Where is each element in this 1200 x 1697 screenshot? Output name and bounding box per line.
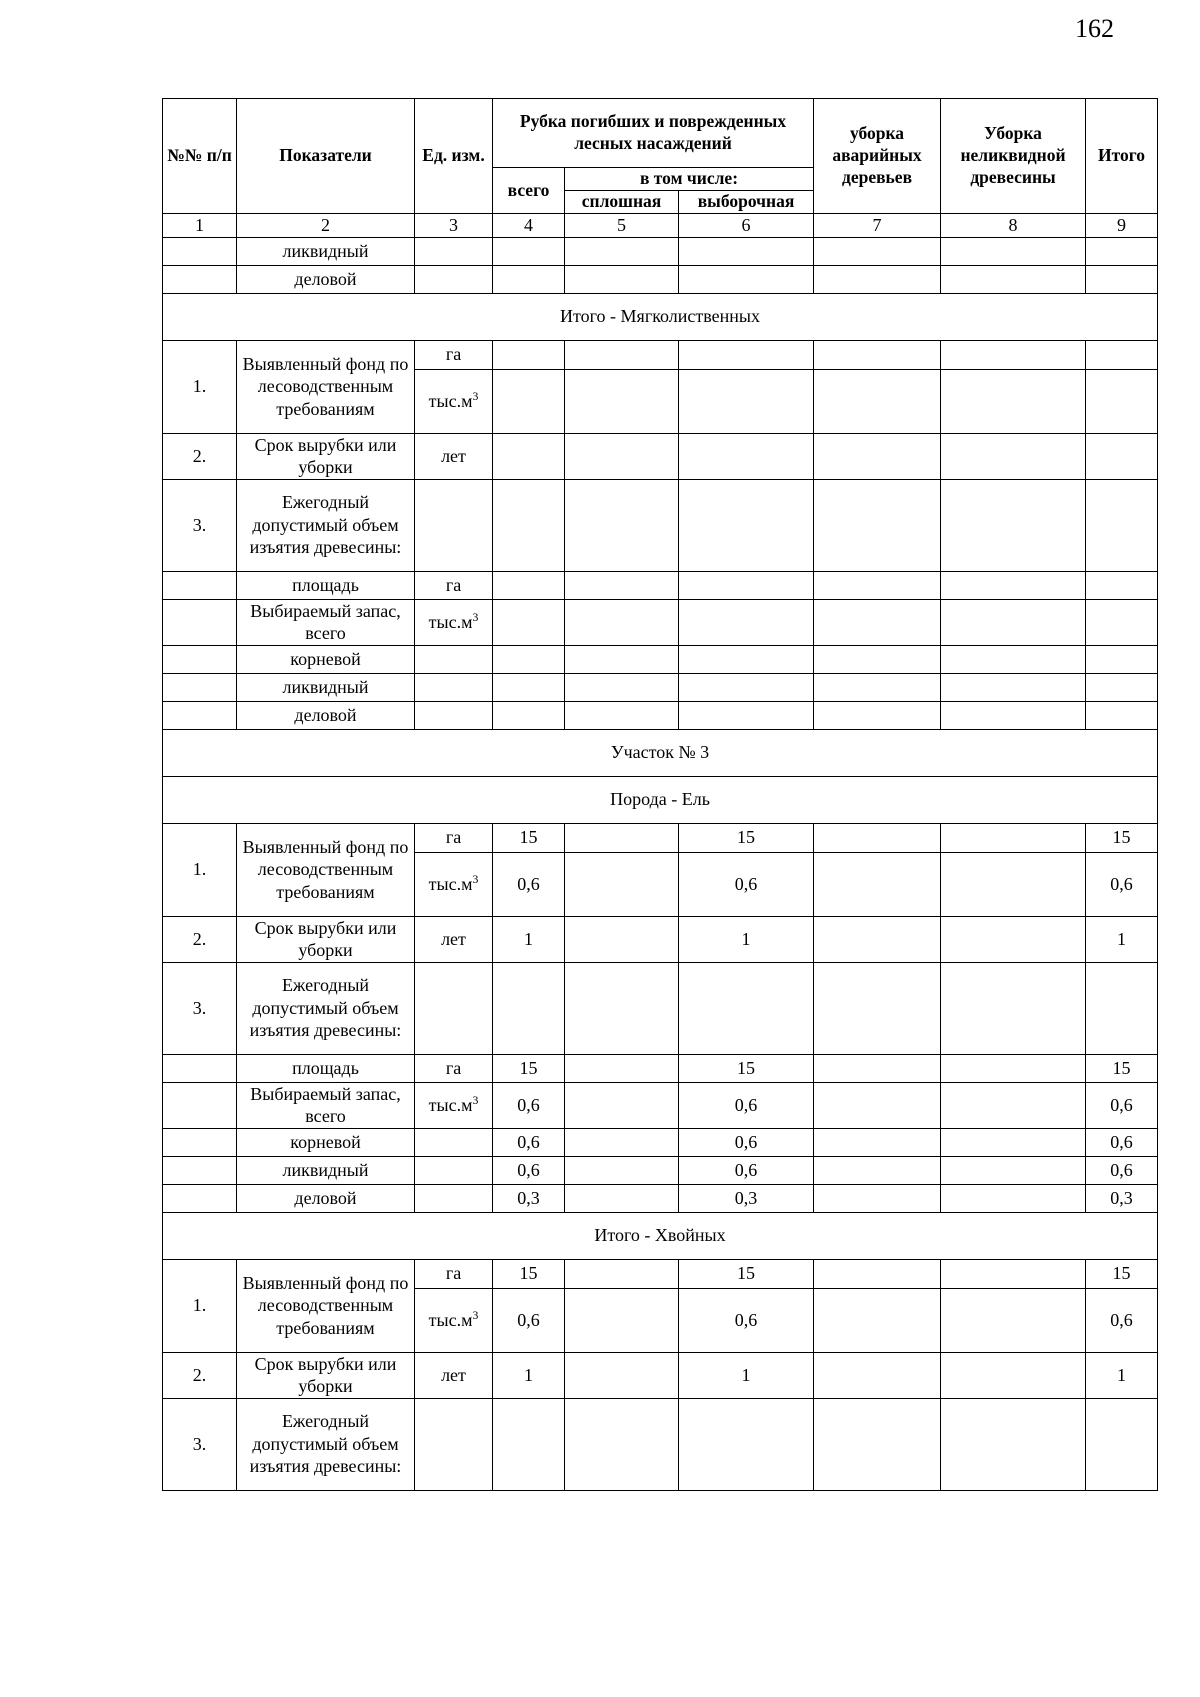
header-num: №№ п/п (163, 99, 237, 214)
row-number: 2. (163, 1352, 237, 1398)
header-emergency: уборка аварийных деревьев (814, 99, 941, 214)
section-row (163, 776, 1158, 823)
header-unit: Ед. изм. (415, 99, 493, 214)
table-row (163, 1054, 1158, 1082)
table-row (163, 701, 1158, 729)
value-cell: 15 (493, 823, 565, 852)
row-label: Срок вырубки или уборки (237, 1352, 415, 1398)
section-soft-total: Итого - Мягколиственных (163, 293, 1158, 340)
table-row (163, 673, 1158, 701)
row-number: 2. (163, 916, 237, 962)
value-cell: 0,6 (493, 852, 565, 916)
table-row (163, 1156, 1158, 1184)
section-row (163, 293, 1158, 340)
col-number: 9 (1086, 214, 1158, 238)
table-row (163, 1352, 1158, 1398)
value-cell: 1 (1086, 916, 1158, 962)
value-cell: 0,6 (493, 1128, 565, 1156)
section-spruce: Порода - Ель (163, 776, 1158, 823)
value-cell: 0,6 (1086, 1156, 1158, 1184)
table-row (163, 1259, 1158, 1288)
value-cell: 0,6 (1086, 1288, 1158, 1352)
row-number: 2. (163, 433, 237, 479)
table-row (163, 823, 1158, 852)
table-row (163, 571, 1158, 599)
table-row (163, 265, 1158, 293)
page-number: 162 (1075, 14, 1114, 43)
row-label: ликвидный (237, 237, 415, 265)
value-cell: 0,6 (493, 1288, 565, 1352)
unit-cell: $тыс.м^3$ (415, 369, 493, 433)
header-illiquid: Уборка неликвидной древесины (941, 99, 1086, 214)
row-label: корневой (237, 645, 415, 673)
unit-cell: га (415, 1259, 493, 1288)
col-number: 2 (237, 214, 415, 238)
value-cell: 0,6 (679, 1288, 814, 1352)
value-cell: 1 (679, 916, 814, 962)
row-number: 3. (163, 1398, 237, 1490)
row-label: Ежегодный допустимый объем изъятия древесины: (237, 1398, 415, 1490)
row-number: 1. (163, 340, 237, 433)
value-cell: 15 (679, 1054, 814, 1082)
section-row (163, 1212, 1158, 1259)
value-cell: 15 (679, 1259, 814, 1288)
row-label: Ежегодный допустимый объем изъятия древесины: (237, 962, 415, 1054)
col-number: 5 (565, 214, 679, 238)
value-cell: 15 (1086, 1259, 1158, 1288)
row-label: Срок вырубки или уборки (237, 433, 415, 479)
header-numbers-row (163, 214, 1158, 238)
row-label: площадь (237, 1054, 415, 1082)
value-cell: 15 (679, 823, 814, 852)
col-number: 1 (163, 214, 237, 238)
unit-cell: га (415, 340, 493, 369)
row-label: деловой (237, 701, 415, 729)
row-number: 3. (163, 479, 237, 571)
col-number: 8 (941, 214, 1086, 238)
value-cell: 0,6 (679, 1082, 814, 1128)
table-row (163, 237, 1158, 265)
header-including: в том числе: (565, 168, 814, 191)
header-row-1 (163, 99, 1158, 168)
header-sum: Итого (1086, 99, 1158, 214)
row-label: Срок вырубки или уборки (237, 916, 415, 962)
table-row (163, 599, 1158, 645)
row-label: Выявленный фонд по лесоводственным требованиям (237, 823, 415, 916)
unit-cell: лет (415, 433, 493, 479)
unit-cell: лет (415, 1352, 493, 1398)
value-cell: 0,6 (1086, 1128, 1158, 1156)
row-label: ликвидный (237, 673, 415, 701)
section-conifer-total: Итого - Хвойных (163, 1212, 1158, 1259)
section-plot3: Участок № 3 (163, 729, 1158, 776)
value-cell: 1 (1086, 1352, 1158, 1398)
table-row (163, 340, 1158, 369)
unit-cell: $тыс.м^3$ (415, 599, 493, 645)
row-label: деловой (237, 1184, 415, 1212)
value-cell: 0,6 (679, 1156, 814, 1184)
table-row (163, 645, 1158, 673)
row-label: Выявленный фонд по лесоводственным требованиям (237, 1259, 415, 1352)
table-row (163, 962, 1158, 1054)
value-cell: 0,6 (493, 1082, 565, 1128)
row-label: Выбираемый запас, всего (237, 599, 415, 645)
row-label: площадь (237, 571, 415, 599)
unit-cell: га (415, 823, 493, 852)
row-label: деловой (237, 265, 415, 293)
row-label: ликвидный (237, 1156, 415, 1184)
col-number: 4 (493, 214, 565, 238)
header-total-sub: всего (493, 168, 565, 214)
forest-felling-table (162, 98, 1158, 1491)
table-row (163, 1184, 1158, 1212)
value-cell: 0,6 (1086, 1082, 1158, 1128)
row-number: 1. (163, 1259, 237, 1352)
value-cell: 1 (493, 916, 565, 962)
header-felling: Рубка погибших и поврежденных лесных насаждений (493, 99, 814, 168)
value-cell: 0,3 (679, 1184, 814, 1212)
header-indicator: Показатели (237, 99, 415, 214)
table-row (163, 433, 1158, 479)
row-label: Выбираемый запас, всего (237, 1082, 415, 1128)
value-cell: 0,3 (1086, 1184, 1158, 1212)
unit-cell: $тыс.м^3$ (415, 1288, 493, 1352)
section-row (163, 729, 1158, 776)
col-number: 7 (814, 214, 941, 238)
unit-cell: $тыс.м^3$ (415, 852, 493, 916)
value-cell: 0,6 (493, 1156, 565, 1184)
value-cell: 0,6 (679, 852, 814, 916)
unit-cell: $тыс.м^3$ (415, 1082, 493, 1128)
header-selective: выборочная (679, 191, 814, 214)
value-cell: 0,6 (679, 1128, 814, 1156)
row-label: Выявленный фонд по лесоводственным требованиям (237, 340, 415, 433)
header-clear: сплошная (565, 191, 679, 214)
unit-cell: га (415, 1054, 493, 1082)
value-cell: 15 (493, 1259, 565, 1288)
value-cell: 1 (679, 1352, 814, 1398)
value-cell: 15 (493, 1054, 565, 1082)
col-number: 6 (679, 214, 814, 238)
table-row (163, 1398, 1158, 1490)
row-label: Ежегодный допустимый объем изъятия древесины: (237, 479, 415, 571)
row-number: 3. (163, 962, 237, 1054)
row-label: корневой (237, 1128, 415, 1156)
unit-cell: га (415, 571, 493, 599)
col-number: 3 (415, 214, 493, 238)
value-cell: 1 (493, 1352, 565, 1398)
value-cell: 15 (1086, 823, 1158, 852)
unit-cell: лет (415, 916, 493, 962)
row-number: 1. (163, 823, 237, 916)
value-cell: 0,6 (1086, 852, 1158, 916)
table-row (163, 916, 1158, 962)
table-row (163, 1082, 1158, 1128)
value-cell: 0,3 (493, 1184, 565, 1212)
value-cell: 15 (1086, 1054, 1158, 1082)
table-row (163, 479, 1158, 571)
table-row (163, 1128, 1158, 1156)
